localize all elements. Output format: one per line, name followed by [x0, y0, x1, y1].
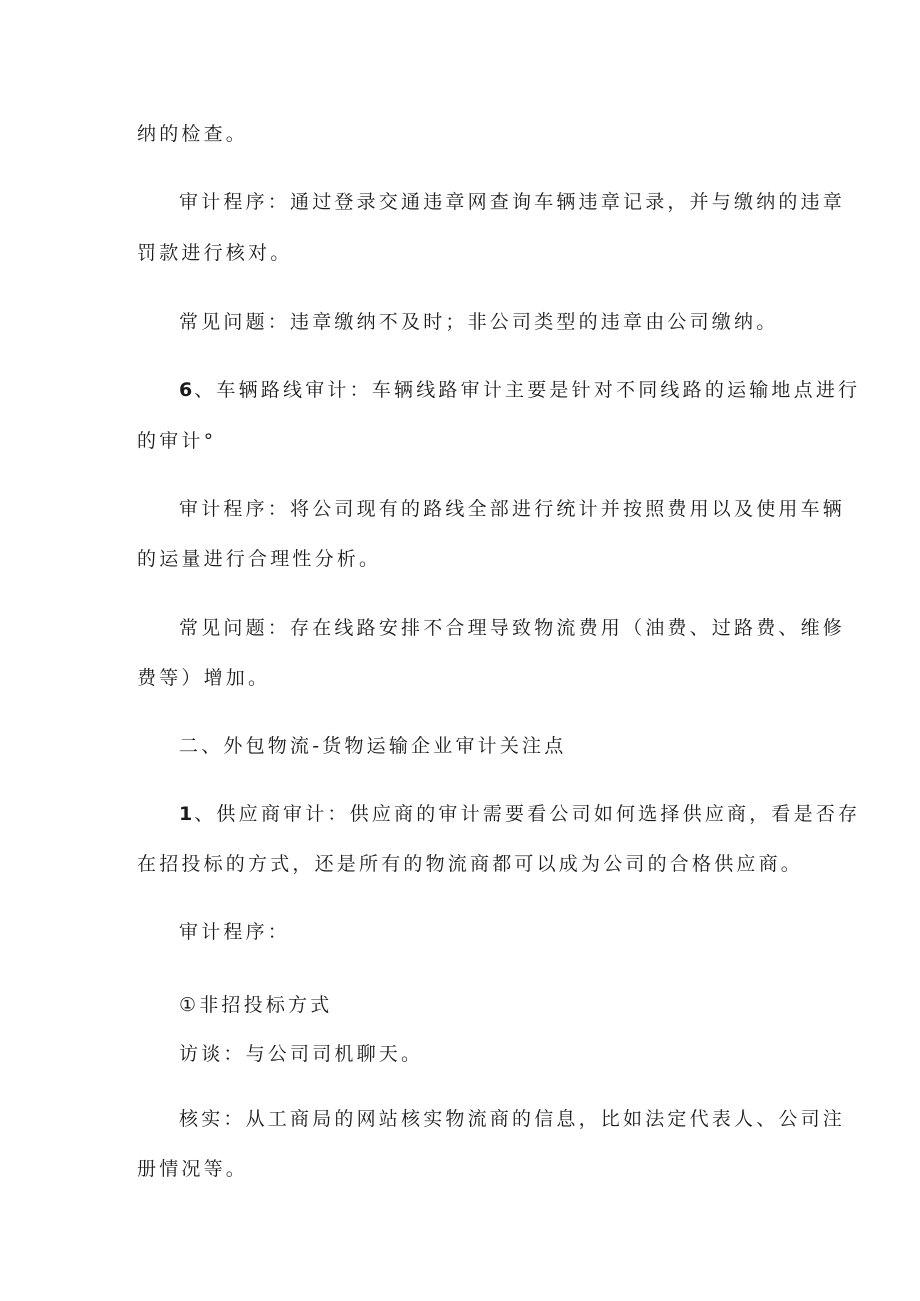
- paragraph-line: 的审计°: [137, 430, 217, 452]
- paragraph-line: 费等）增加。: [137, 667, 271, 689]
- paragraph-line: 审计程序：将公司现有的路线全部进行统计并按照费用以及使用车辆: [179, 498, 846, 520]
- paragraph-line: 常见问题：存在线路安排不合理导致物流费用（油费、过路费、维修: [179, 617, 846, 639]
- paragraph-line: 罚款进行核对。: [137, 242, 293, 264]
- paragraph-line: 的运量进行合理性分析。: [137, 548, 382, 570]
- paragraph-line: 审计程序：通过登录交通违章网查询车辆违章记录，并与缴纳的违章: [179, 191, 846, 213]
- section-heading: 二、外包物流-货物运输企业审计关注点: [179, 735, 567, 757]
- paragraph-line: 常见问题：违章缴纳不及时；非公司类型的违章由公司缴纳。: [179, 311, 779, 333]
- paragraph-line: 在招投标的方式，还是所有的物流商都可以成为公司的合格供应商。: [137, 853, 804, 875]
- paragraph-line: 核实：从工商局的网站核实物流商的信息，比如法定代表人、公司注: [179, 1108, 846, 1130]
- item-number: 1: [179, 803, 195, 825]
- numbered-heading-line: [179, 802, 860, 826]
- heading-text: 、车辆路线审计：车辆线路审计主要是针对不同线路的运输地点进行: [194, 379, 861, 401]
- heading-text: 、供应商审计：供应商的审计需要看公司如何选择供应商，看是否存: [194, 803, 861, 825]
- item-number: 6: [179, 379, 195, 401]
- paragraph-line: ①非招投标方式: [179, 994, 333, 1016]
- paragraph-line: 纳的检查。: [137, 123, 249, 145]
- numbered-heading-line: [179, 378, 860, 402]
- paragraph-line: 审计程序：: [179, 921, 291, 943]
- paragraph-line: 册情况等。: [137, 1158, 249, 1180]
- paragraph-line: 访谈：与公司司机聊天。: [179, 1043, 424, 1065]
